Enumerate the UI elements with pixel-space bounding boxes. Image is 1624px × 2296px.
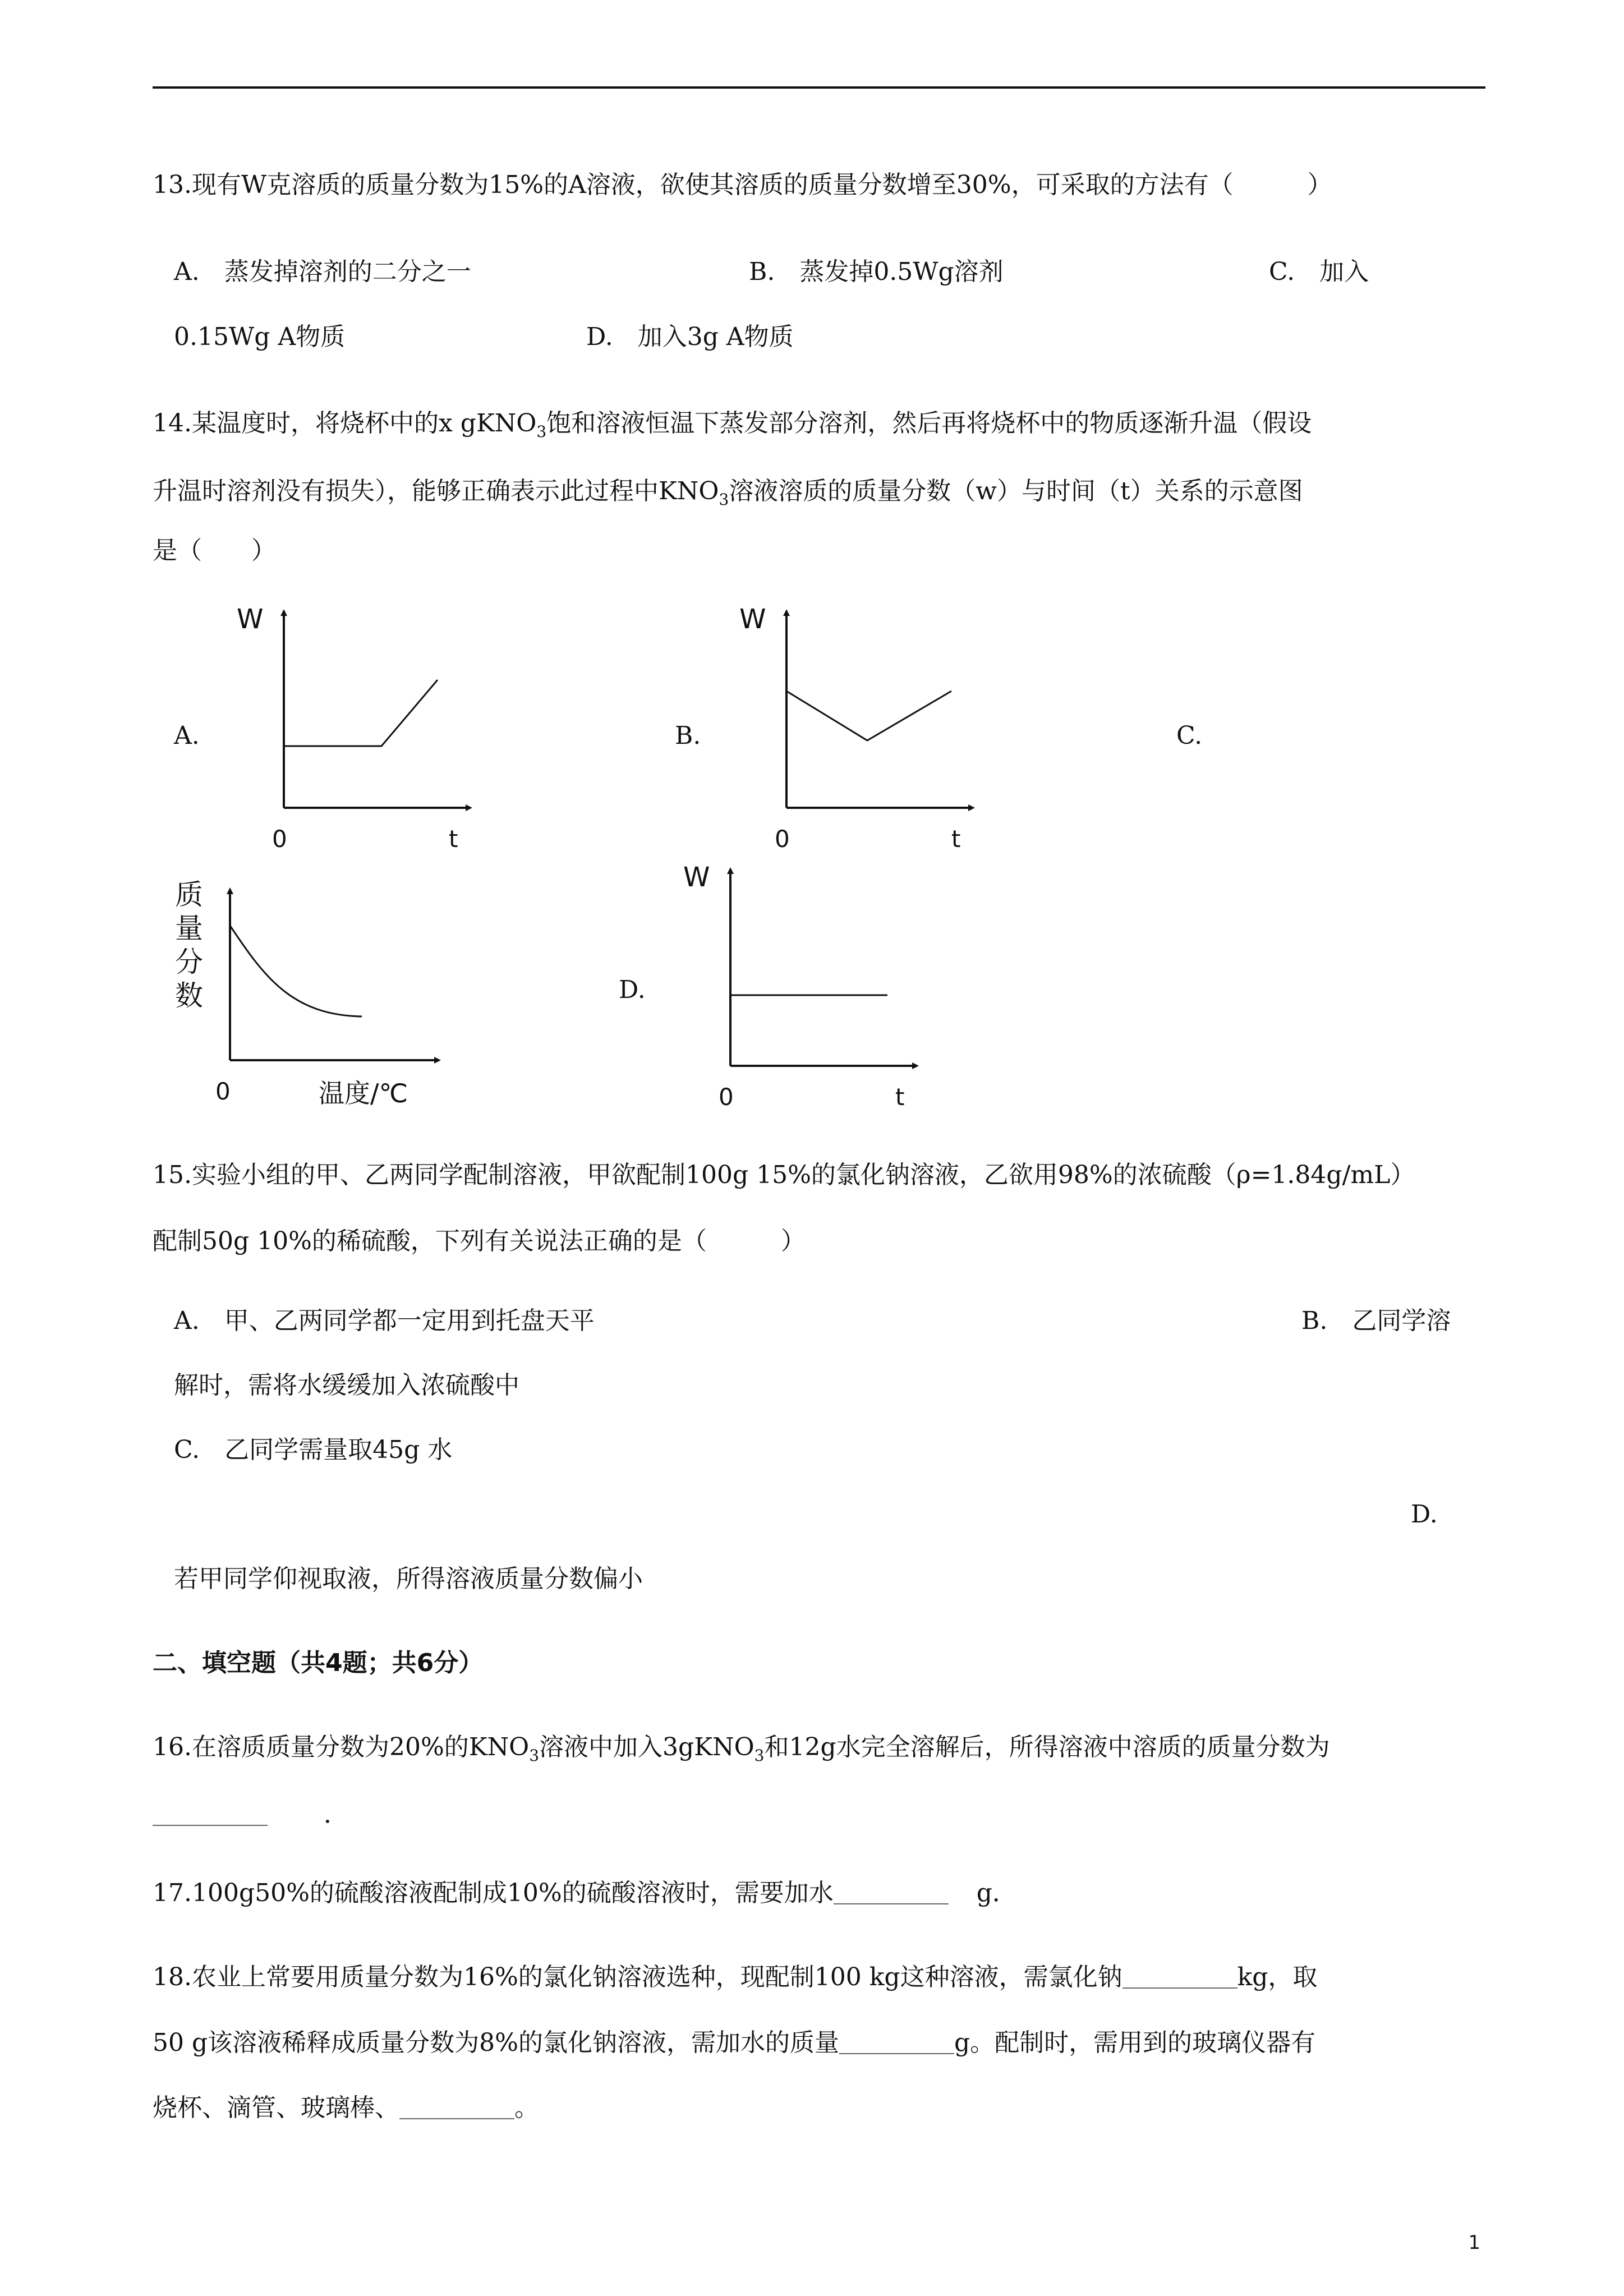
q14-label-c: C. (1176, 721, 1203, 750)
q17-text: 17.100g50%的硫酸溶液配制成10%的硫酸溶液时，需要加水 g． (153, 1879, 1017, 1907)
q13-stem: 13.现有W克溶质的质量分数为15%的A溶液，欲使其溶质的质量分数增至30%，可采取的方法有（ ） (153, 171, 1332, 199)
q18-line3: 烧杯、滴管、玻璃棒、 。 (153, 2093, 539, 2122)
q18-blank-3[interactable] (399, 2096, 514, 2119)
section-heading: 二、填空题（共4题；共6分） (153, 1649, 484, 1677)
graph-d-origin: 0 (719, 1083, 734, 1111)
q13-option-b: B. 蒸发掉0.5Wg溶剂 (749, 257, 1004, 286)
graph-b-x-label: t (951, 825, 961, 853)
header-rule (153, 86, 1485, 89)
graph-c-ylabel-4: 数 (175, 979, 203, 1012)
q14-graph-a (224, 600, 482, 864)
q14-label-a: A. (174, 721, 200, 750)
q16-text: 16.在溶质质量分数为20%的$KNO_3$溶液中加入3gKNO$_3$和12g水完全溶解后，所得溶液中溶质的质量分数为 (153, 1733, 1330, 1765)
q18-line2: 50 g该溶液稀释成质量分数为8%的氯化钠溶液，需加水的质量 g。配制时，需用到的玻璃仪器有 (153, 2028, 1316, 2057)
q15-option-c: C. 乙同学需量取45g 水 (174, 1435, 453, 1464)
q18-line1: 18.农业上常要用质量分数为16%的氯化钠溶液选种，现配制100 kg这种溶液，需氯化钠 kg，取 (153, 1963, 1318, 1991)
q15-option-d-cont: 若甲同学仰视取液，所得溶液质量分数偏小 (174, 1565, 643, 1593)
graph-d-y-label: W (683, 862, 710, 893)
graph-a-origin: 0 (272, 825, 287, 853)
q18-blank-1[interactable] (1122, 1965, 1237, 1989)
q14-label-b: B. (675, 721, 701, 750)
graph-c-ylabel-2: 量 (175, 912, 203, 945)
q14-graph-b (727, 600, 985, 864)
q15-stem-line2: 配制50g 10%的稀硫酸，下列有关说法正确的是（ ） (153, 1227, 806, 1255)
graph-c-ylabel-3: 分 (175, 946, 203, 978)
q13-option-c: C. 加入 (1269, 257, 1369, 286)
q16-blank[interactable] (153, 1802, 268, 1826)
q15-stem-line1: 15.实验小组的甲、乙两同学配制溶液，甲欲配制100g 15%的氯化钠溶液，乙欲用98%的浓硫酸（ρ=1.84g/mL） (153, 1161, 1415, 1189)
q16-answer-line: ． (153, 1798, 348, 1832)
q18-blank-2[interactable] (839, 2031, 954, 2054)
q15-option-b-cont: 解时，需将水缓缓加入浓硫酸中 (174, 1371, 519, 1400)
q15-option-b: B. 乙同学溶 (1301, 1306, 1451, 1335)
page-number: 1 (1468, 2231, 1480, 2254)
q14-graph-d (671, 858, 929, 1122)
graph-c-x-label: 温度/℃ (319, 1078, 408, 1108)
q14-stem-line1: 14.某温度时，将烧杯中的x gKNO$_3$饱和溶液恒温下蒸发部分溶剂，然后再将烧杯中的物质逐渐升温（假设 (153, 409, 1312, 441)
q14-stem-line3: 是（ ） (153, 536, 276, 565)
graph-a-x-label: t (449, 825, 458, 853)
q13-option-c-cont: 0.15Wg A物质 (174, 323, 346, 351)
q14-stem-line2: 升温时溶剂没有损失），能够正确表示此过程中$KNO_3$溶液溶质的质量分数（w）与时间（t）关系的示意图 (153, 477, 1303, 509)
q13-option-a: A. 蒸发掉溶剂的二分之一 (174, 257, 471, 286)
graph-d-x-label: t (895, 1083, 905, 1111)
graph-b-y-label: W (739, 604, 766, 635)
q17-blank[interactable] (834, 1881, 949, 1904)
q14-graph-c (168, 875, 460, 1122)
q14-label-d: D. (619, 976, 646, 1004)
graph-b-origin: 0 (775, 825, 790, 853)
q13-option-d: D. 加入3g A物质 (586, 323, 794, 351)
graph-a-y-label: W (237, 604, 264, 635)
q15-option-d: D. (1411, 1500, 1438, 1529)
graph-c-ylabel-1: 质 (175, 878, 203, 911)
graph-c-origin: 0 (215, 1078, 231, 1105)
q15-option-a: A. 甲、乙两同学都一定用到托盘天平 (174, 1306, 595, 1335)
